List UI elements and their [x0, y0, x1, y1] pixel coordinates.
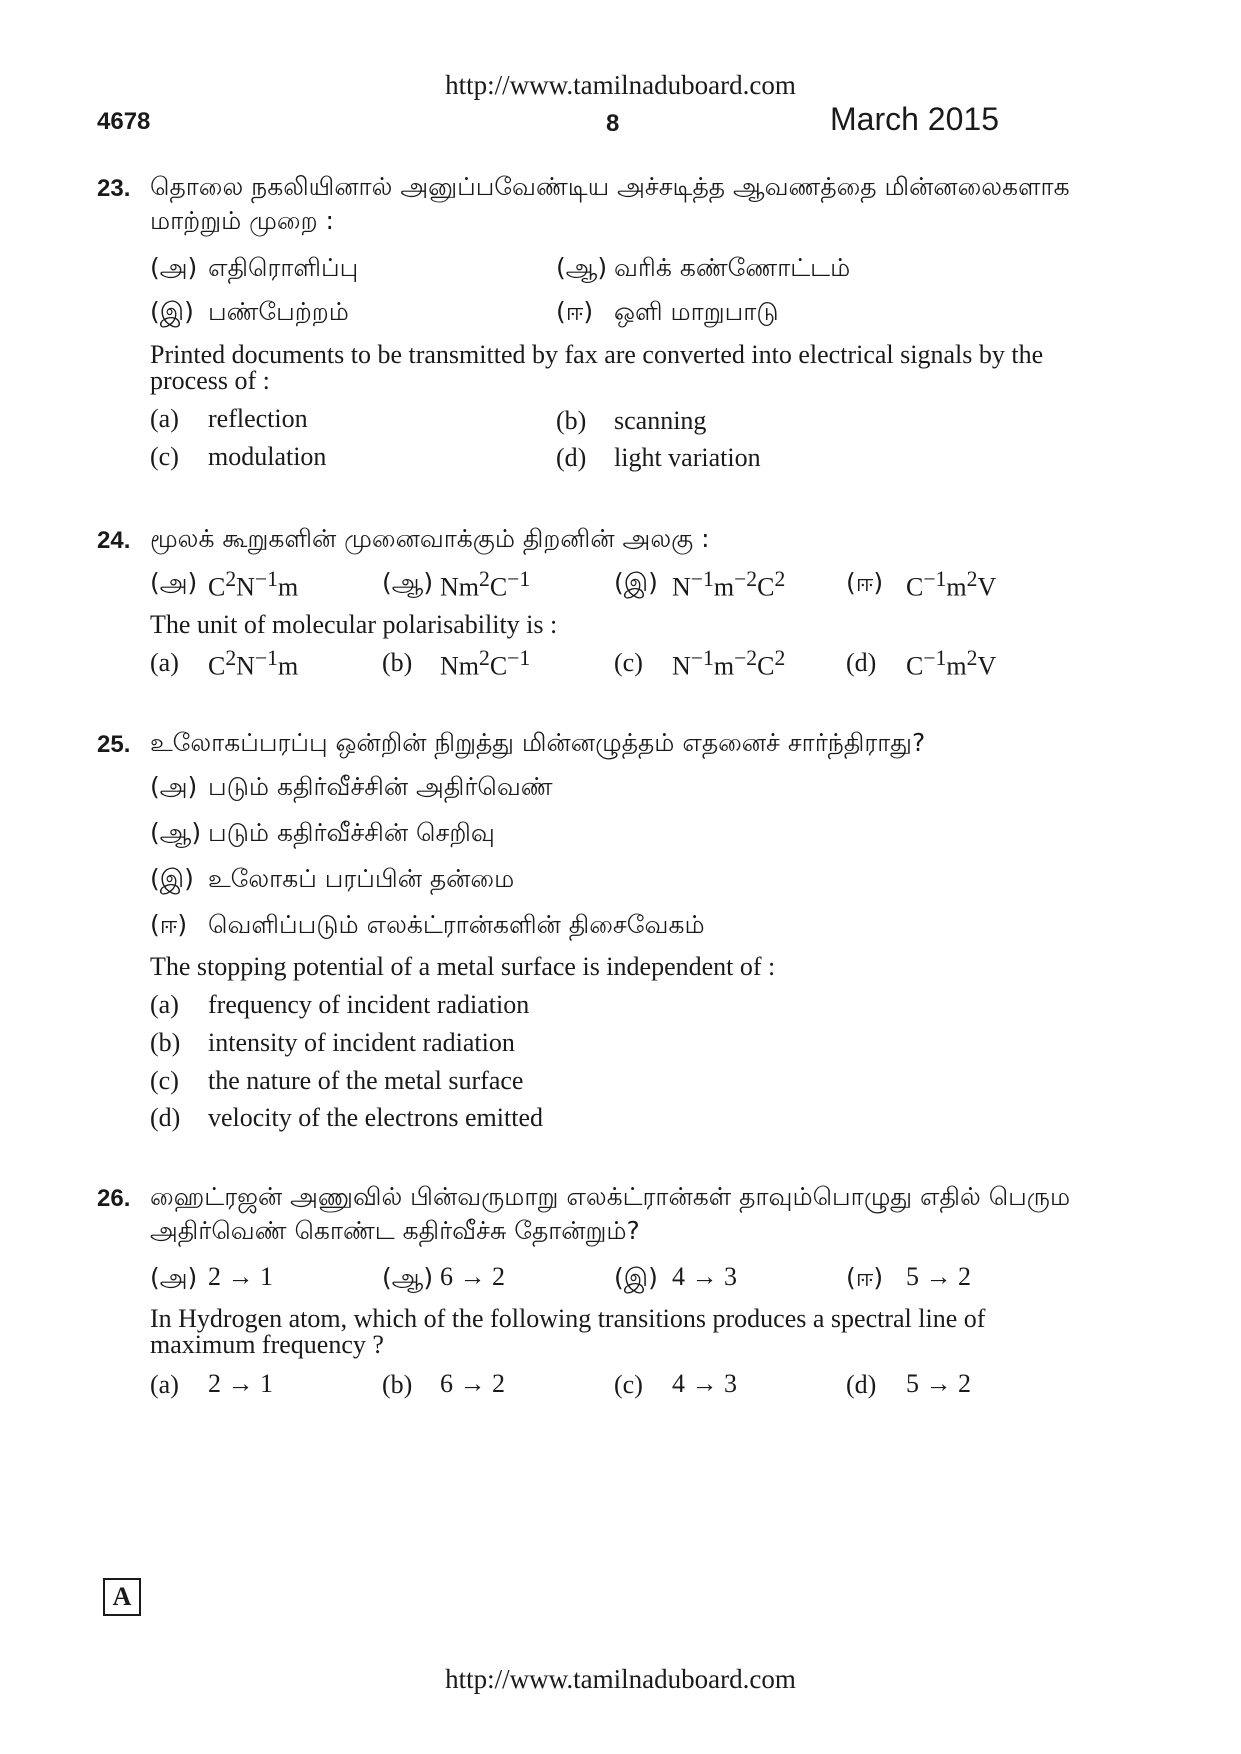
formula-n-1-m-2-c2: $N^{-1}m^{-2}C^2$ [672, 567, 786, 602]
option-label: (a) [150, 990, 179, 1019]
option-text: light variation [614, 443, 761, 472]
version-box: A [103, 1578, 141, 1616]
tamil-option-label: (இ) [614, 568, 658, 597]
tamil-option-text: படும் கதிர்வீச்சின் அதிர்வெண் [208, 772, 553, 801]
option-label: (c) [150, 1066, 179, 1095]
footer-url: http://www.tamilnaduboard.com [445, 1664, 796, 1694]
formula-c-1-m2-v: $C^{-1}m^2V$ [906, 567, 997, 602]
tamil-option-label: (அ) [150, 772, 198, 801]
tamil-option-text: 5 → 2 [906, 1262, 971, 1291]
tamil-option-label: (ஆ) [150, 818, 202, 847]
tamil-option-label: (ஆ) [382, 1263, 434, 1292]
option-label: (d) [846, 1370, 877, 1399]
tamil-option-label: (இ) [614, 1263, 658, 1292]
option-label: (d) [846, 648, 877, 677]
option-text: 4 → 3 [672, 1369, 737, 1398]
tamil-option-text: படும் கதிர்வீச்சின் செறிவு [208, 818, 495, 847]
tamil-option-label: (ஆ) [382, 568, 434, 597]
question-number: 23. [97, 175, 131, 202]
formula-n-1-m-2-c2: $N^{-1}m^{-2}C^2$ [672, 646, 786, 681]
option-label: (a) [150, 404, 179, 433]
option-label: (b) [150, 1028, 181, 1057]
tamil-option-label: (ஈ) [846, 568, 884, 597]
exam-date: March 2015 [830, 101, 999, 137]
tamil-question-line: உலோகப்பரப்பு ஒன்றின் நிறுத்து மின்னழுத்தம் எதனைச் சார்ந்திராது? [150, 728, 926, 757]
option-label: (c) [150, 442, 179, 471]
tamil-option-label: (அ) [150, 1263, 198, 1292]
formula-nm2-c-1: $Nm^2C^{-1}$ [440, 567, 531, 602]
page-number: 8 [606, 110, 620, 137]
tamil-question-line: மூலக் கூறுகளின் முனைவாக்கும் திறனின் அலகு : [150, 524, 710, 553]
option-text: frequency of incident radiation [208, 990, 530, 1019]
english-question-line: Printed documents to be transmitted by fax are converted into electrical signals by the [150, 340, 1044, 369]
tamil-option-label: (இ) [150, 297, 194, 326]
tamil-option-label: (அ) [150, 253, 198, 282]
option-label: (b) [556, 406, 587, 435]
tamil-option-text: பண்பேற்றம் [208, 297, 349, 326]
tamil-option-label: (ஈ) [150, 910, 188, 939]
tamil-option-text: உலோகப் பரப்பின் தன்மை [208, 864, 515, 893]
english-question-line: The unit of molecular polarisability is : [150, 610, 558, 639]
question-number: 25. [97, 731, 131, 758]
tamil-option-text: 4 → 3 [672, 1262, 737, 1291]
formula-nm2-c-1: $Nm^2C^{-1}$ [440, 646, 531, 681]
option-label: (c) [614, 1370, 643, 1399]
tamil-question-line: மாற்றும் முறை : [150, 206, 334, 235]
option-label: (a) [150, 648, 179, 677]
tamil-option-text: வரிக் கண்ணோட்டம் [614, 253, 851, 282]
tamil-question-line: தொலை நகலியினால் அனுப்பவேண்டிய அச்சடித்த ஆவணத்தை மின்னலைகளாக [150, 172, 1070, 201]
tamil-option-text: எதிரொளிப்பு [208, 253, 359, 282]
english-question-line: process of : [150, 366, 270, 395]
tamil-option-label: (ஈ) [846, 1263, 884, 1292]
option-text: scanning [614, 406, 707, 435]
tamil-option-text: வெளிப்படும் எலக்ட்ரான்களின் திசைவேகம் [208, 910, 705, 939]
option-label: (c) [614, 648, 643, 677]
tamil-option-text: 6 → 2 [440, 1262, 505, 1291]
option-label: (a) [150, 1370, 179, 1399]
option-text: 6 → 2 [440, 1369, 505, 1398]
tamil-option-label: (ஈ) [556, 297, 594, 326]
question-number: 24. [97, 527, 131, 554]
question-number: 26. [97, 1185, 131, 1212]
tamil-question-line: அதிர்வெண் கொண்ட கதிர்வீச்சு தோன்றும்? [150, 1216, 640, 1245]
english-question-line: The stopping potential of a metal surface is independent of : [150, 952, 776, 981]
option-label: (d) [556, 443, 587, 472]
formula-c2-n-1-m: $C^2N^{-1}m$ [208, 646, 299, 681]
header-url: http://www.tamilnaduboard.com [445, 70, 796, 100]
paper-code: 4678 [97, 108, 151, 135]
option-text: 5 → 2 [906, 1369, 971, 1398]
option-label: (d) [150, 1103, 181, 1132]
tamil-option-label: (ஆ) [556, 253, 608, 282]
tamil-question-line: ஹைட்ரஜன் அணுவில் பின்வருமாறு எலக்ட்ரான்கள் தாவும்பொழுது எதில் பெரும [150, 1182, 1071, 1211]
option-label: (b) [382, 648, 413, 677]
formula-c-1-m2-v: $C^{-1}m^2V$ [906, 646, 997, 681]
option-text: modulation [208, 442, 327, 471]
tamil-option-text: 2 → 1 [208, 1262, 273, 1291]
tamil-option-text: ஒளி மாறுபாடு [614, 297, 779, 326]
formula-c2-n-1-m: $C^2N^{-1}m$ [208, 567, 299, 602]
option-text: reflection [208, 404, 308, 433]
option-text: velocity of the electrons emitted [208, 1103, 543, 1132]
tamil-option-label: (இ) [150, 864, 194, 893]
option-label: (b) [382, 1370, 413, 1399]
tamil-option-label: (அ) [150, 568, 198, 597]
english-question-line: In Hydrogen atom, which of the following transitions produces a spectral line of [150, 1304, 986, 1333]
option-text: intensity of incident radiation [208, 1028, 515, 1057]
option-text: the nature of the metal surface [208, 1066, 524, 1095]
english-question-line: maximum frequency ? [150, 1330, 384, 1359]
option-text: 2 → 1 [208, 1369, 273, 1398]
